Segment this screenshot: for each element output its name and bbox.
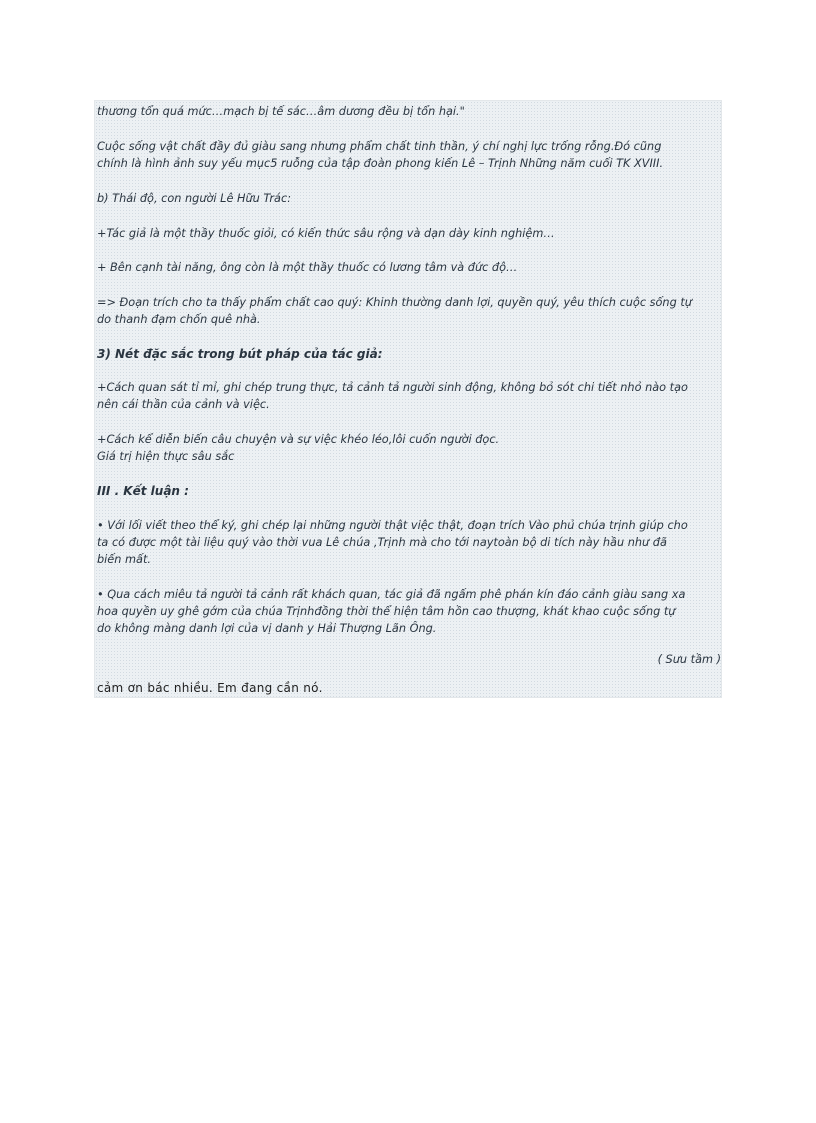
heading-writing-style: 3) Nét đặc sắc trong bút pháp của tác giả: xyxy=(97,347,383,361)
paragraph-noble-character: => Đoạn trích cho ta thấy phẩm chất cao quý: Khinh thường danh lợi, quyền quý, yêu thích cuộc sống tự do thanh đạm chốn quê nhà. xyxy=(97,296,692,326)
source-credit: ( Sưu tầm ) xyxy=(657,653,721,666)
paragraph-observation: +Cách quan sát tỉ mỉ, ghi chép trung thực, tả cảnh tả người sinh động, không bỏ sót chi tiết nhỏ nào tạo nên cái thần của cảnh và việc. xyxy=(97,381,688,411)
subheading-attitude: b) Thái độ, con người Lê Hữu Trác: xyxy=(97,192,291,205)
heading-conclusion: III . Kết luận : xyxy=(97,484,189,498)
paragraph-conscience: + Bên cạnh tài năng, ông còn là một thầy thuốc có lương tâm và đức độ… xyxy=(97,261,518,274)
reply-message: cảm ơn bác nhiều. Em đang cần nó. xyxy=(97,681,323,695)
paragraph-quote-end: thương tổn quá mức…mạch bị tế sác…âm dương đều bị tổn hại." xyxy=(97,105,465,118)
paragraph-conclusion-2: • Qua cách miêu tả người tả cảnh rất khách quan, tác giả đã ngấm phê phán kín đáo cảnh giàu sang xa hoa quyền uy ghê gớm của chúa Trịnhđồng thời thể hiện tâm hồn cao thượng, khát khao cuộc sống tự do không màng danh lợi của vị danh y Hải Thượng Lãn Ông. xyxy=(97,588,686,635)
paragraph-conclusion-1: • Với lối viết theo thể ký, ghi chép lại những người thật việc thật, đoạn trích Vào phủ chúa trịnh giúp cho ta có được một tài liệu quý vào thời vua Lê chúa ,Trịnh mà cho tới naytoàn bộ di tích này hầu như đã biến mất. xyxy=(97,519,688,566)
forum-post-box xyxy=(94,100,722,698)
paragraph-skilled-doctor: +Tác giả là một thầy thuốc giỏi, có kiến thức sâu rộng và dạn dày kinh nghiệm… xyxy=(97,227,555,240)
paragraph-material-life: Cuộc sống vật chất đầy đủ giàu sang nhưng phẩm chất tinh thần, ý chí nghị lực trống rỗng.Đó cũng chính là hình ảnh suy yếu mục5 ruỗng của tập đoàn phong kiến Lê – Trịnh Những năm cuối TK XVIII. xyxy=(97,140,664,170)
paragraph-storytelling: +Cách kể diễn biến câu chuyện và sự việc khéo léo,lôi cuốn người đọc. Giá trị hiện thực sâu sắc xyxy=(97,433,500,463)
